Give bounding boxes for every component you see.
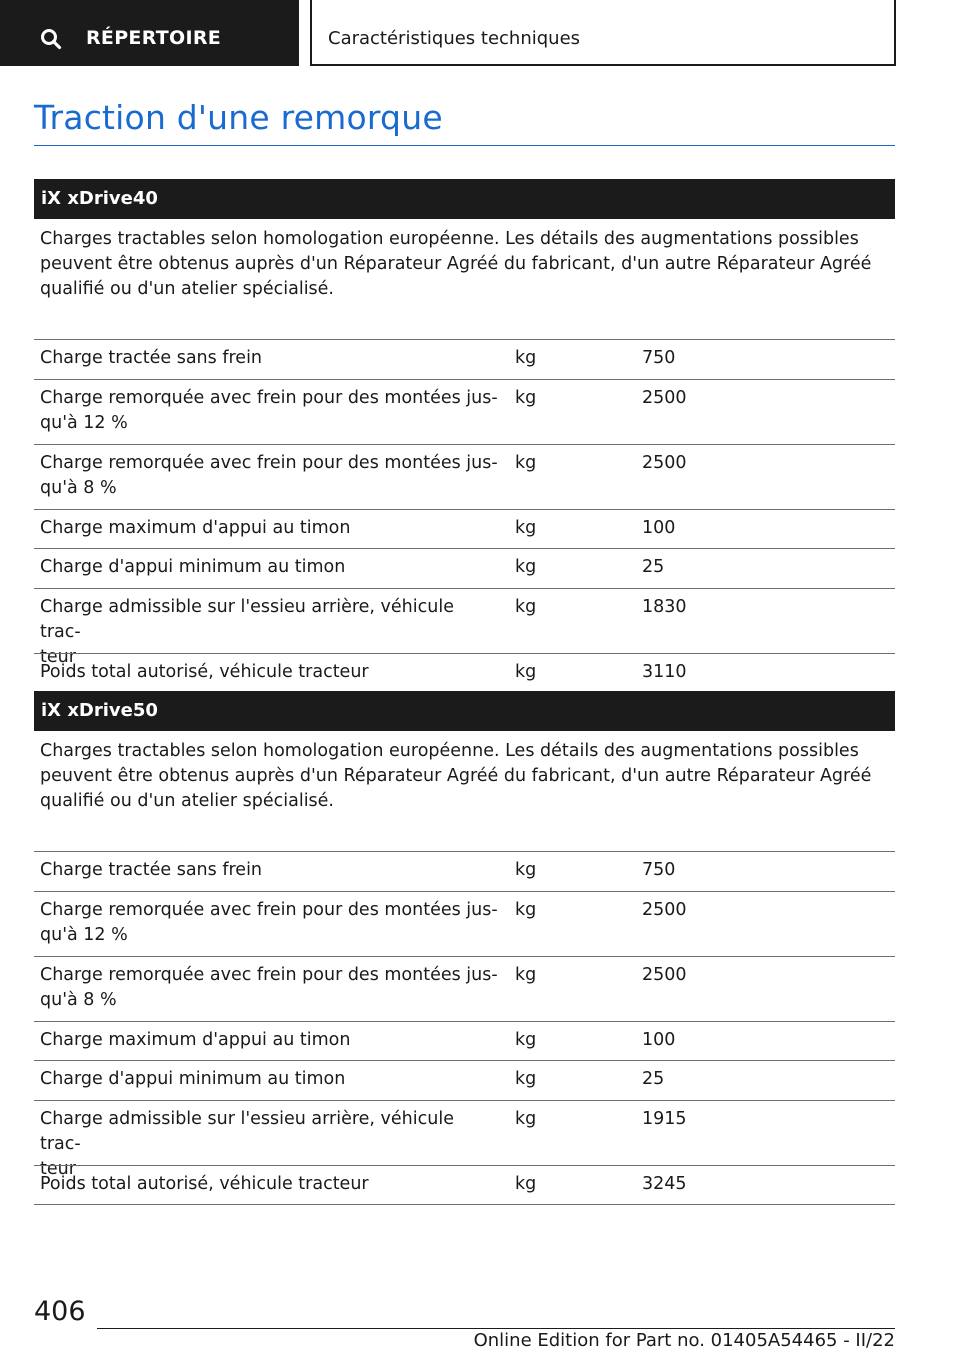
row-unit: kg bbox=[515, 387, 537, 408]
row-value: 25 bbox=[642, 557, 665, 577]
row-value: 25 bbox=[642, 1069, 665, 1089]
table-row bbox=[34, 891, 895, 956]
table-row bbox=[34, 1165, 895, 1205]
row-label: Charge maximum d'appui au timon bbox=[40, 1029, 351, 1050]
top-navigation-bar bbox=[0, 0, 960, 66]
row-unit: kg bbox=[515, 517, 537, 538]
table-row bbox=[34, 548, 895, 588]
model-intro-text: Charges tractables selon homologation européenne. Les détails des augmentations possibles peuvent être obtenus auprès d'un Réparateur Agréé du fabricant, d'un autre Réparateur Agréé qualifié ou d'un atelier spécialisé. bbox=[40, 741, 872, 811]
section-tab[interactable] bbox=[310, 0, 896, 66]
row-value: 750 bbox=[642, 348, 676, 368]
row-value: 2500 bbox=[642, 387, 687, 408]
model-header: iX xDrive50 bbox=[34, 691, 895, 731]
edition-note: Online Edition for Part no. 01405A54465 - II/22 bbox=[473, 1330, 895, 1351]
table-row bbox=[34, 1021, 895, 1061]
row-unit: kg bbox=[515, 860, 537, 880]
model-intro-text: Charges tractables selon homologation européenne. Les détails des augmentations possibles peuvent être obtenus auprès d'un Réparateur Agréé du fabricant, d'un autre Réparateur Agréé qualifié ou d'un atelier spécialisé. bbox=[40, 229, 872, 299]
footer-divider bbox=[97, 1328, 895, 1329]
row-value: 1915 bbox=[642, 1108, 687, 1129]
model-section-xdrive40 bbox=[34, 179, 895, 693]
row-value: 3110 bbox=[642, 661, 687, 682]
row-label: Charge d'appui minimum au timon bbox=[40, 557, 346, 577]
model-header: iX xDrive40 bbox=[34, 179, 895, 219]
row-value: 750 bbox=[642, 860, 676, 880]
row-value: 2500 bbox=[642, 964, 687, 985]
row-unit: kg bbox=[515, 596, 537, 617]
table-row bbox=[34, 339, 895, 379]
row-unit: kg bbox=[515, 557, 537, 577]
table-row bbox=[34, 379, 895, 444]
row-label: Charge maximum d'appui au timon bbox=[40, 517, 351, 538]
title-divider bbox=[34, 145, 895, 146]
section-tab-label: Caractéristiques techniques bbox=[328, 28, 581, 49]
row-label: Poids total autorisé, véhicule tracteur bbox=[40, 1173, 369, 1194]
row-unit: kg bbox=[515, 661, 537, 682]
table-row bbox=[34, 509, 895, 549]
row-label: Poids total autorisé, véhicule tracteur bbox=[40, 661, 369, 682]
row-value: 100 bbox=[642, 517, 676, 538]
row-label: Charge d'appui minimum au timon bbox=[40, 1069, 346, 1089]
page-title: Traction d'une remorque bbox=[34, 98, 443, 137]
row-unit: kg bbox=[515, 1029, 537, 1050]
row-label: Charge remorquée avec frein pour des montées jus- qu'à 12 % bbox=[40, 899, 498, 945]
row-unit: kg bbox=[515, 1108, 537, 1129]
row-label: Charge admissible sur l'essieu arrière, véhicule trac- teur bbox=[40, 1108, 454, 1179]
row-unit: kg bbox=[515, 1069, 537, 1089]
model-section-xdrive50 bbox=[34, 691, 895, 1205]
row-label: Charge tractée sans frein bbox=[40, 860, 263, 880]
table-row bbox=[34, 851, 895, 891]
table-row bbox=[34, 444, 895, 509]
row-value: 100 bbox=[642, 1029, 676, 1050]
search-icon bbox=[40, 28, 62, 50]
row-unit: kg bbox=[515, 964, 537, 985]
spec-table bbox=[34, 339, 895, 693]
row-value: 2500 bbox=[642, 899, 687, 920]
row-unit: kg bbox=[515, 1173, 537, 1194]
row-value: 3245 bbox=[642, 1173, 687, 1194]
index-button[interactable] bbox=[0, 0, 299, 66]
row-label: Charge admissible sur l'essieu arrière, véhicule trac- teur bbox=[40, 596, 454, 667]
table-row bbox=[34, 588, 895, 667]
index-button-label: RÉPERTOIRE bbox=[86, 27, 222, 49]
row-label: Charge remorquée avec frein pour des montées jus- qu'à 8 % bbox=[40, 964, 498, 1010]
spec-table bbox=[34, 851, 895, 1205]
row-label: Charge remorquée avec frein pour des montées jus- qu'à 12 % bbox=[40, 387, 498, 433]
row-unit: kg bbox=[515, 452, 537, 473]
row-value: 2500 bbox=[642, 452, 687, 473]
row-unit: kg bbox=[515, 899, 537, 920]
table-bottom-rule bbox=[34, 1204, 895, 1205]
table-row bbox=[34, 1100, 895, 1179]
row-label: Charge tractée sans frein bbox=[40, 348, 263, 368]
table-row bbox=[34, 653, 895, 693]
row-value: 1830 bbox=[642, 596, 687, 617]
row-unit: kg bbox=[515, 348, 537, 368]
row-label: Charge remorquée avec frein pour des montées jus- qu'à 8 % bbox=[40, 452, 498, 498]
table-row bbox=[34, 956, 895, 1021]
page-number: 406 bbox=[34, 1296, 86, 1327]
table-row bbox=[34, 1060, 895, 1100]
